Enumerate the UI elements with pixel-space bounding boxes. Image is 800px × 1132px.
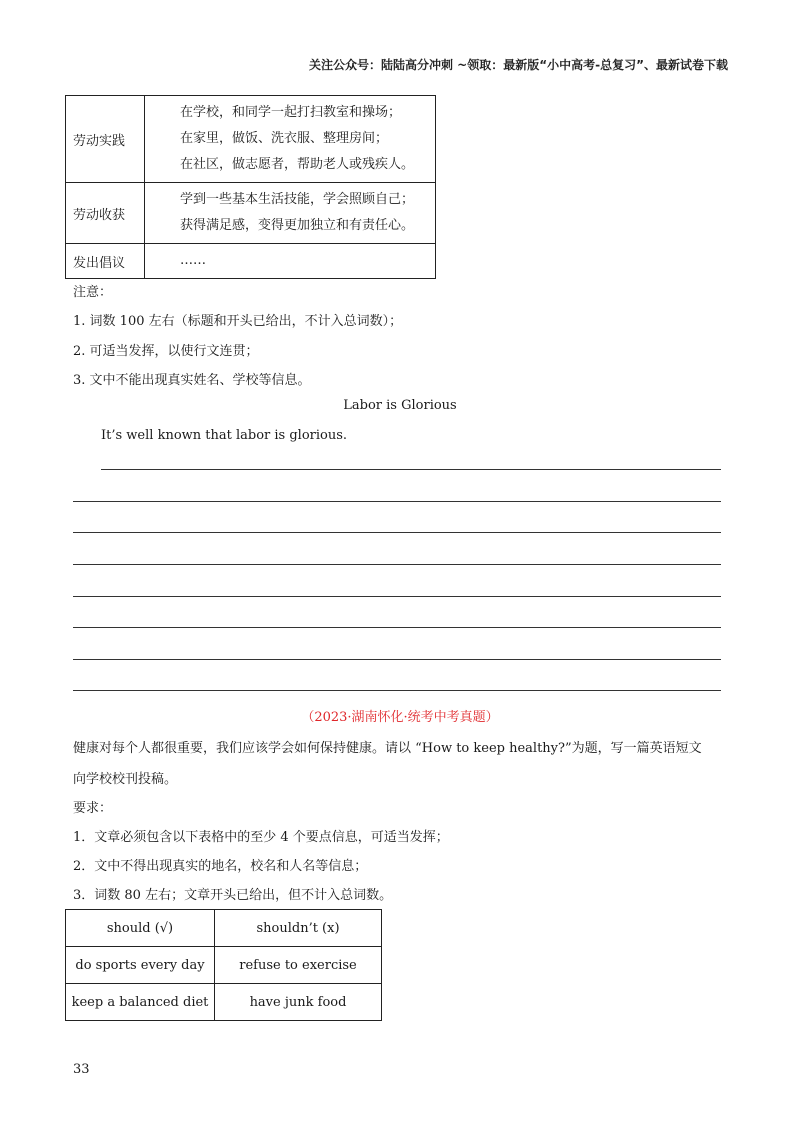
- content-line: 获得满足感，变得更加独立和有责任心。: [180, 218, 415, 233]
- health-table: [65, 909, 382, 1021]
- table-row: [66, 984, 382, 1021]
- table-header-row: [66, 910, 382, 947]
- writing-line[interactable]: [73, 501, 721, 502]
- prompt-line: 健康对每个人都很重要，我们应该学会如何保持健康。请以 “How to keep healthy?”为题，写一篇英语短文: [73, 741, 702, 756]
- content-line: 在社区，做志愿者，帮助老人或残疾人。: [180, 157, 415, 172]
- labor-table: [65, 95, 436, 279]
- content-line: 在学校，和同学一起打扫教室和操场；: [180, 105, 402, 120]
- writing-line[interactable]: [73, 659, 721, 660]
- row-content: [145, 244, 436, 279]
- note-item: 1. 词数 100 左右（标题和开头已给出，不计入总词数）；: [73, 314, 403, 329]
- table-row: [66, 183, 436, 244]
- writing-line[interactable]: [73, 627, 721, 628]
- content-line: 学到一些基本生活技能，学会照顾自己；: [180, 192, 415, 207]
- note-item: 2. 可适当发挥，以使行文连贯；: [73, 344, 259, 359]
- column-header: should (√): [66, 910, 215, 947]
- page-number: 33: [73, 1062, 90, 1077]
- requirement-item: 1．文章必须包含以下表格中的至少 4 个要点信息，可适当发挥；: [73, 830, 449, 845]
- content-line: ……: [180, 253, 206, 268]
- row-label: 劳动收获: [66, 183, 145, 244]
- writing-line[interactable]: [73, 532, 721, 533]
- page-header: 关注公众号：陆陆高分冲刺 ~领取：最新版“小中高考-总复习”、最新试卷下载: [309, 58, 728, 72]
- requirement-item: 3．词数 80 左右；文章开头已给出，但不计入总词数。: [73, 888, 393, 903]
- question-source: （2023·湖南怀化·统考中考真题）: [301, 710, 499, 725]
- writing-line[interactable]: [73, 596, 721, 597]
- table-row: [66, 96, 436, 183]
- row-label: 发出倡议: [66, 244, 145, 279]
- table-cell: do sports every day: [66, 947, 215, 984]
- prompt-line: 向学校校刊投稿。: [73, 772, 178, 787]
- row-content: [145, 183, 436, 244]
- writing-line[interactable]: [101, 469, 721, 470]
- table-cell: keep a balanced diet: [66, 984, 215, 1021]
- writing-line[interactable]: [73, 564, 721, 565]
- table-cell: have junk food: [215, 984, 382, 1021]
- table-cell: refuse to exercise: [215, 947, 382, 984]
- content-line: 在家里，做饭、洗衣服、整理房间；: [180, 131, 389, 146]
- row-content: [145, 96, 436, 183]
- row-label: 劳动实践: [66, 96, 145, 183]
- notes-heading: 注意：: [73, 285, 113, 300]
- note-item: 3. 文中不能出现真实姓名、学校等信息。: [73, 373, 311, 388]
- essay-opening: It’s well known that labor is glorious.: [101, 428, 348, 443]
- column-header: shouldn’t (x): [215, 910, 382, 947]
- requirements-heading: 要求：: [73, 801, 113, 816]
- writing-line[interactable]: [73, 690, 721, 691]
- table-row: [66, 244, 436, 279]
- table-row: [66, 947, 382, 984]
- requirement-item: 2．文中不得出现真实的地名，校名和人名等信息；: [73, 859, 368, 874]
- essay-title: Labor is Glorious: [343, 398, 457, 413]
